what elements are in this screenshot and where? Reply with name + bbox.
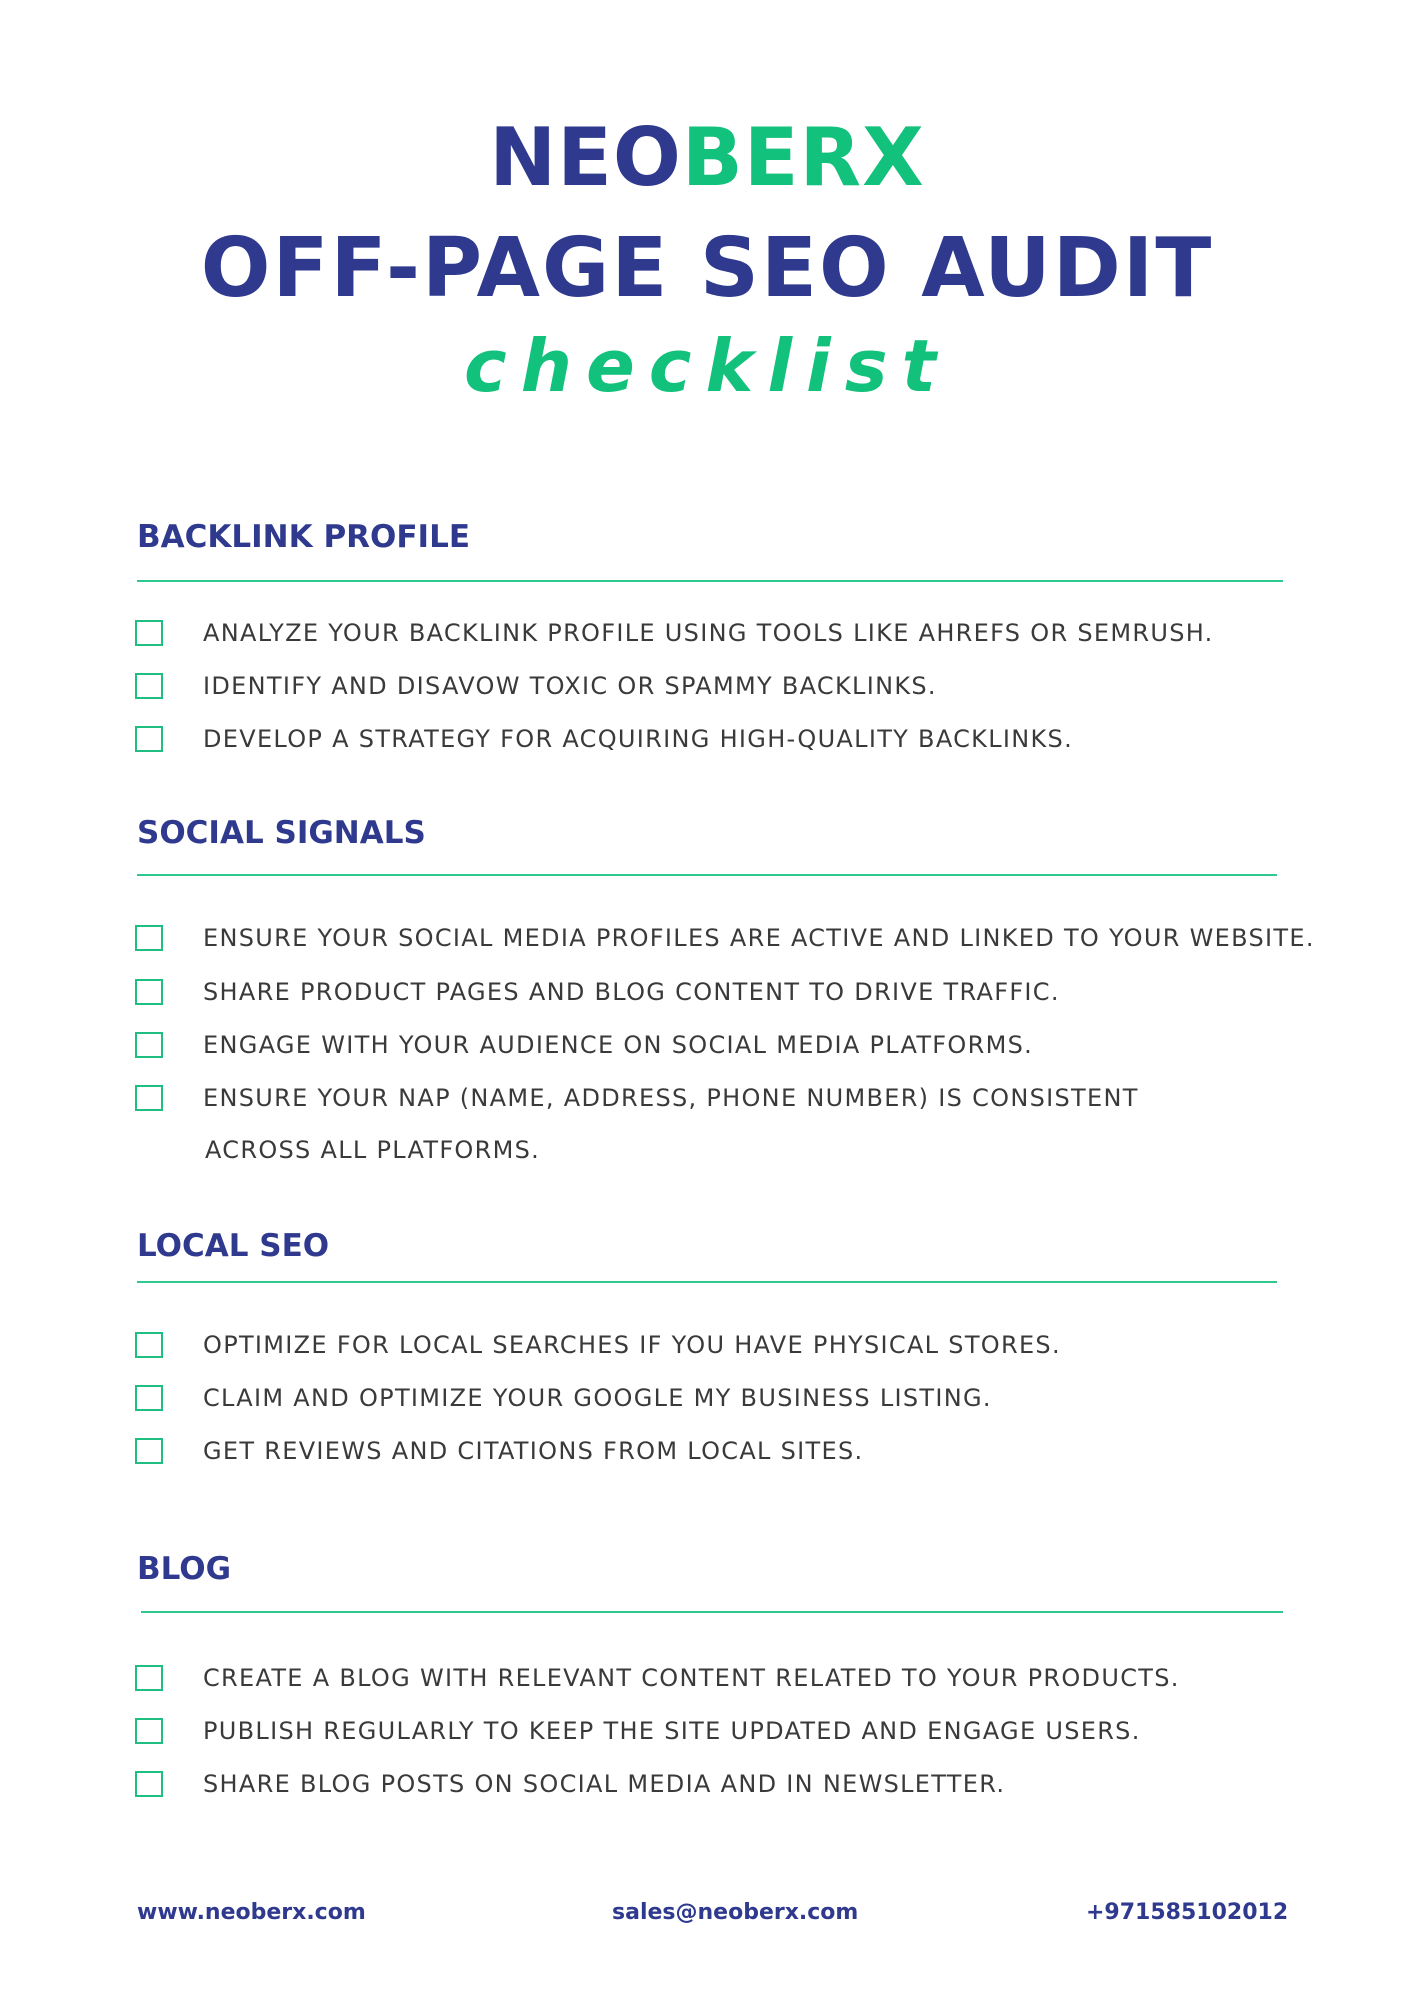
checkbox[interactable] [135, 620, 163, 646]
item-label: ENSURE YOUR NAP (NAME, ADDRESS, PHONE NUMBER) IS CONSISTENT [203, 1084, 1139, 1112]
checklist-item[interactable] [135, 1435, 864, 1467]
checkbox[interactable] [135, 979, 163, 1005]
item-label: CLAIM AND OPTIMIZE YOUR GOOGLE MY BUSINESS LISTING. [203, 1384, 992, 1412]
footer-website-link[interactable]: www.neoberx.com [137, 1900, 366, 1925]
checklist-item[interactable] [135, 617, 1214, 649]
checklist-item[interactable] [135, 1768, 1006, 1800]
page-subtitle: checklist [464, 324, 950, 408]
logo-part-berx: BERX [681, 111, 925, 204]
section-heading-blog: BLOG [137, 1551, 232, 1587]
item-label: SHARE PRODUCT PAGES AND BLOG CONTENT TO DRIVE TRAFFIC. [203, 978, 1060, 1006]
section-divider [137, 580, 1283, 582]
item-label: ANALYZE YOUR BACKLINK PROFILE USING TOOLS LIKE AHREFS OR SEMRUSH. [203, 619, 1214, 647]
checkbox[interactable] [135, 1332, 163, 1358]
checkbox[interactable] [135, 925, 163, 951]
section-heading-local-seo: LOCAL SEO [137, 1228, 330, 1264]
checkbox[interactable] [135, 673, 163, 699]
section-heading-social-signals: SOCIAL SIGNALS [137, 815, 426, 851]
logo-part-neo: NEO [489, 111, 682, 204]
checklist-item[interactable] [135, 976, 1060, 1008]
checklist-item[interactable] [135, 1382, 992, 1414]
checklist-item[interactable] [135, 670, 937, 702]
checkbox[interactable] [135, 1771, 163, 1797]
item-label: GET REVIEWS AND CITATIONS FROM LOCAL SITES. [203, 1437, 864, 1465]
checklist-item[interactable] [135, 1715, 1141, 1747]
page-title: OFF-PAGE SEO AUDIT [200, 221, 1214, 316]
item-label-continuation: ACROSS ALL PLATFORMS. [205, 1136, 541, 1164]
item-label: IDENTIFY AND DISAVOW TOXIC OR SPAMMY BACKLINKS. [203, 672, 937, 700]
item-label: DEVELOP A STRATEGY FOR ACQUIRING HIGH-QUALITY BACKLINKS. [203, 725, 1074, 753]
checkbox[interactable] [135, 1718, 163, 1744]
item-label: ENGAGE WITH YOUR AUDIENCE ON SOCIAL MEDIA PLATFORMS. [203, 1031, 1034, 1059]
brand-logo [0, 111, 1414, 204]
checkbox[interactable] [135, 726, 163, 752]
checkbox[interactable] [135, 1385, 163, 1411]
checkbox[interactable] [135, 1085, 163, 1111]
footer-email-link[interactable]: sales@neoberx.com [612, 1900, 859, 1925]
checklist-item[interactable] [135, 922, 1315, 954]
checkbox[interactable] [135, 1438, 163, 1464]
checklist-item[interactable] [135, 1662, 1180, 1694]
checklist-item[interactable] [135, 723, 1074, 755]
section-divider [141, 1611, 1283, 1613]
checklist-item[interactable] [135, 1082, 1139, 1114]
item-label: PUBLISH REGULARLY TO KEEP THE SITE UPDATED AND ENGAGE USERS. [203, 1717, 1141, 1745]
section-heading-backlink-profile: BACKLINK PROFILE [137, 519, 471, 555]
checkbox[interactable] [135, 1032, 163, 1058]
item-label: SHARE BLOG POSTS ON SOCIAL MEDIA AND IN NEWSLETTER. [203, 1770, 1006, 1798]
item-label: CREATE A BLOG WITH RELEVANT CONTENT RELATED TO YOUR PRODUCTS. [203, 1664, 1180, 1692]
checklist-item[interactable] [135, 1029, 1034, 1061]
section-divider [137, 874, 1277, 876]
checkbox[interactable] [135, 1665, 163, 1691]
footer-phone-link[interactable]: +971585102012 [1086, 1900, 1289, 1925]
checklist-item[interactable] [135, 1329, 1061, 1361]
item-label: ENSURE YOUR SOCIAL MEDIA PROFILES ARE ACTIVE AND LINKED TO YOUR WEBSITE. [203, 924, 1315, 952]
item-label: OPTIMIZE FOR LOCAL SEARCHES IF YOU HAVE PHYSICAL STORES. [203, 1331, 1061, 1359]
section-divider [137, 1281, 1277, 1283]
